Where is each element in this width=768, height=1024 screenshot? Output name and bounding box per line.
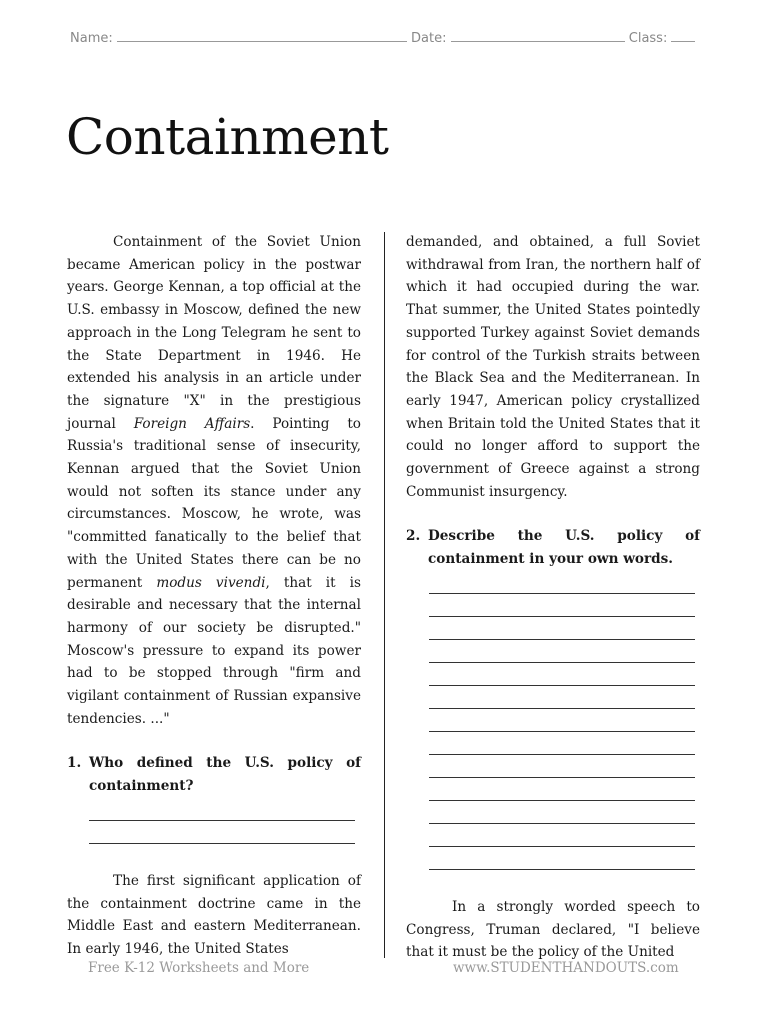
answer-line[interactable] xyxy=(89,821,355,844)
answer-1-area[interactable] xyxy=(89,798,355,844)
question-1-number: 1. xyxy=(67,755,82,772)
answer-2-area[interactable] xyxy=(429,571,695,870)
question-1-text: Who defined the U.S. policy of containment? xyxy=(89,755,361,795)
question-2 xyxy=(406,525,700,570)
date-line xyxy=(451,30,625,42)
application-paragraph: The first significant application of the containment doctrine came in the Middle East and eastern Mediterranean. In early 1946, the United States xyxy=(67,872,361,957)
footer-left: Free K-12 Worksheets and More xyxy=(88,960,310,976)
answer-line[interactable] xyxy=(429,594,695,617)
footer-right: www.STUDENTHANDOUTS.com xyxy=(453,960,679,976)
intro-paragraph: Containment of the Soviet Union became American policy in the postwar years. George Kennan, a top official at the U.S. embassy in Moscow, defined the new approach in the Long Telegram he sent to the State Department in 1946. He extended his analysis in an article under the signature "X" in the prestigious journal Foreign Affairs. Pointing to Russia's traditional sense of insecurity, Kennan argued that the Soviet Union would not soften its stance under any circumstances. Moscow, he wrote, was "committed fanatically to the belief that with the United States there can be no permanent modus vivendi, that it is desirable and necessary that the internal harmony of our society be disrupted." Moscow's pressure to expand its power had to be stopped through "firm and vigilant containment of Russian expansive tendencies. ..." xyxy=(67,234,361,727)
answer-line[interactable] xyxy=(429,824,695,847)
answer-line[interactable] xyxy=(429,617,695,640)
column-divider xyxy=(384,232,385,958)
question-2-text: Describe the U.S. policy of containment in your own words. xyxy=(428,528,700,568)
left-column xyxy=(67,231,361,961)
question-1 xyxy=(67,752,361,797)
answer-line[interactable] xyxy=(429,755,695,778)
name-line xyxy=(117,30,407,42)
truman-paragraph: In a strongly worded speech to Congress, Truman declared, "I believe that it must be the policy of the United xyxy=(406,898,700,961)
answer-line[interactable] xyxy=(429,847,695,870)
name-label: Name: xyxy=(70,31,113,46)
right-column xyxy=(406,231,700,964)
answer-line[interactable] xyxy=(429,640,695,663)
answer-line[interactable] xyxy=(89,798,355,821)
answer-line[interactable] xyxy=(429,663,695,686)
continued-paragraph: demanded, and obtained, a full Soviet withdrawal from Iran, the northern half of which it had occupied during the war. That summer, the United States pointedly supported Turkey against Soviet demands for control of the Turkish straits between the Black Sea and the Mediterranean. In early 1947, American policy crystallized when Britain told the United States that it could no longer afford to support the government of Greece against a strong Communist insurgency. xyxy=(406,234,700,500)
page-title: Containment xyxy=(66,108,389,166)
answer-line[interactable] xyxy=(429,571,695,594)
answer-line[interactable] xyxy=(429,709,695,732)
class-label: Class: xyxy=(628,31,668,46)
answer-line[interactable] xyxy=(429,732,695,755)
answer-line[interactable] xyxy=(429,801,695,824)
header-fields xyxy=(70,30,700,46)
question-2-number: 2. xyxy=(406,528,421,545)
answer-line[interactable] xyxy=(429,778,695,801)
answer-line[interactable] xyxy=(429,686,695,709)
class-line xyxy=(671,30,695,42)
date-label: Date: xyxy=(411,31,447,46)
